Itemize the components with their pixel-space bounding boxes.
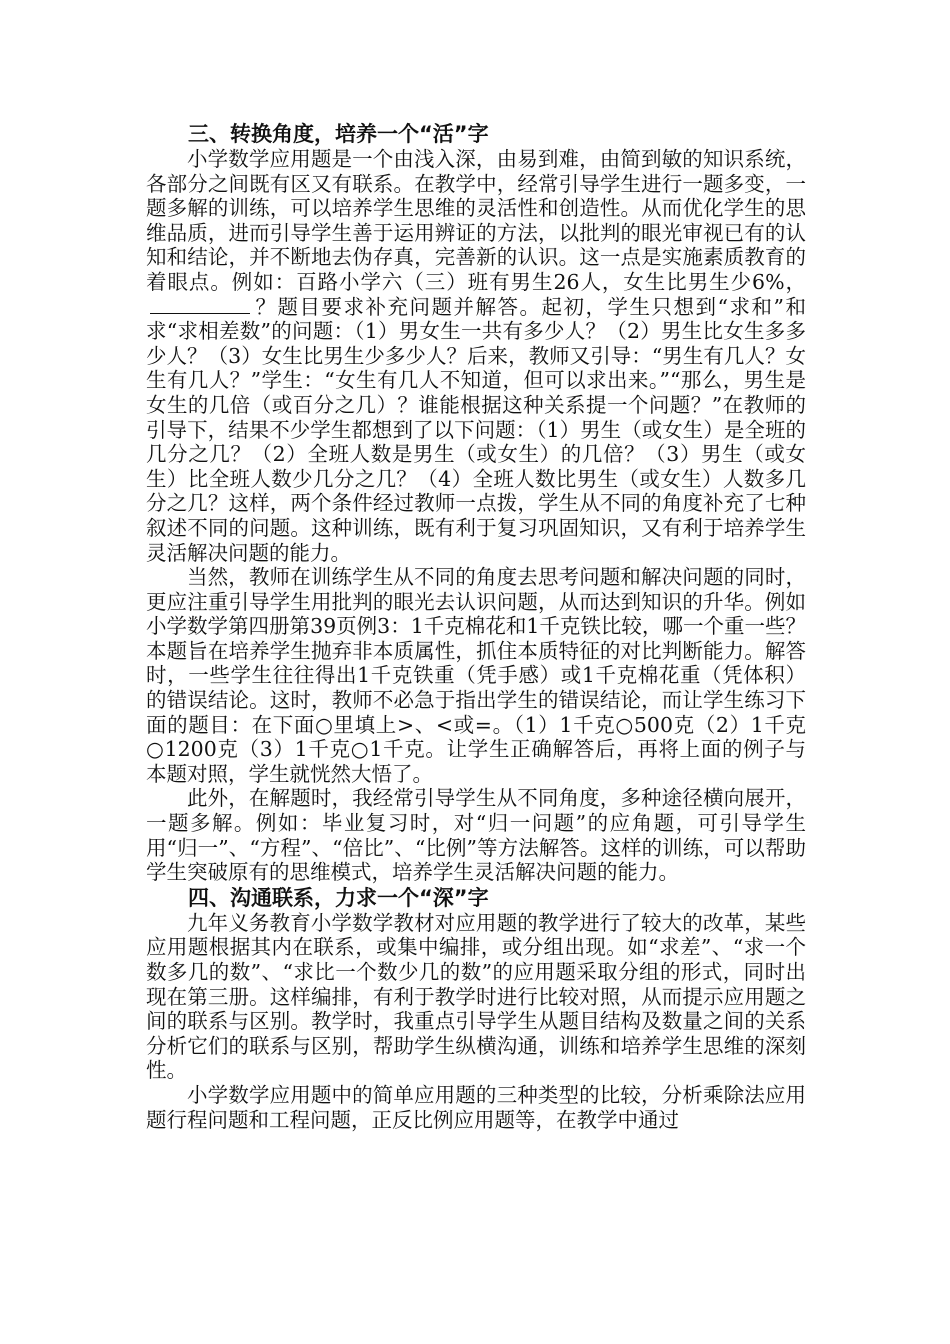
paragraph-3-1	[146, 147, 806, 565]
fill-in-blank	[150, 295, 250, 314]
paragraph-3-3: 此外，在解题时，我经常引导学生从不同角度，多种途径横向展开，一题多解。例如：毕业复习时，对“归一问题”的应角题，可引导学生用“归一”、“方程”、“倍比”、“比例”等方法解答。这样的训练，可以帮助学生突破原有的思维模式，培养学生灵活解决问题的能力。	[146, 786, 806, 885]
paragraph-text: ？题目要求补充问题并解答。起初，学生只想到“求和”和求“求相差数”的问题：（1）男女生一共有多少人？（2）男生比女生多多少人？（3）女生比男生少多少人？后来，教师又引导：“男生有几人？女生有几人？”学生：“女生有几人不知道，但可以求出来。”“那么，男生是女生的几倍（或百分之几）？谁能根据这种关系提一个问题？”在教师的引导下，结果不少学生都想到了以下问题：（1）男生（或女生）是全班的几分之几？（2）全班人数是男生（或女生）的几倍？（3）男生（或女生）比全班人数少几分之几？（4）全班人数比男生（或女生）人数多几分之几？这样，两个条件经过教师一点拨，学生从不同的角度补充了七种叙述不同的问题。这种训练，既有利于复习巩固知识，又有利于培养学生灵活解决问题的能力。	[146, 294, 806, 565]
paragraph-text: 小学数学应用题是一个由浅入深，由易到难，由简到敏的知识系统，各部分之间既有区又有联系。在教学中，经常引导学生进行一题多变，一题多解的训练，可以培养学生思维的灵活性和创造性。从而优化学生的思维品质，进而引导学生善于运用辨证的方法，以批判的眼光审视已有的认知和结论，并不断地去伪存真，完善新的认识。这一点是实施素质教育的着眼点。例如：百路小学六（三）班有男生26人，女生比男生少6%，	[146, 147, 806, 294]
paragraph-3-2: 当然，教师在训练学生从不同的角度去思考问题和解决问题的同时，更应注重引导学生用批判的眼光去认识问题，从而达到知识的升华。例如小学数学第四册第39页例3：1千克棉花和1千克铁比较，哪一个重一些？本题旨在培养学生抛弃非本质属性，抓住本质特征的对比判断能力。解答时，一些学生往往得出1千克铁重（凭手感）或1千克棉花重（凭体积）的错误结论。这时，教师不必急于指出学生的错误结论，而让学生练习下面的题目：在下面○里填上>、<或=。（1）1千克○500克（2）1千克○1200克（3）1千克○1千克。让学生正确解答后，再将上面的例子与本题对照，学生就恍然大悟了。	[146, 565, 806, 786]
section-heading-3: 三、转换角度，培养一个“活”字	[188, 122, 489, 146]
paragraph-4-2: 小学数学应用题中的简单应用题的三种类型的比较，分析乘除法应用题行程问题和工程问题，正反比例应用题等，在教学中通过	[146, 1082, 806, 1132]
section-heading-4: 四、沟通联系，力求一个“深”字	[188, 885, 489, 910]
paragraph-4-1: 九年义务教育小学数学教材对应用题的教学进行了较大的改革，某些应用题根据其内在联系，或集中编排，或分组出现。如“求差”、“求一个数多几的数”、“求比一个数少几的数”的应用题采取分组的形式，同时出现在第三册。这样编排，有利于教学时进行比较对照，从而提示应用题之间的联系与区别。教学时，我重点引导学生从题目结构及数量之间的关系分析它们的联系与区别，帮助学生纵横沟通，训练和培养学生思维的深刻性。	[146, 910, 806, 1083]
document-page	[146, 121, 806, 1132]
